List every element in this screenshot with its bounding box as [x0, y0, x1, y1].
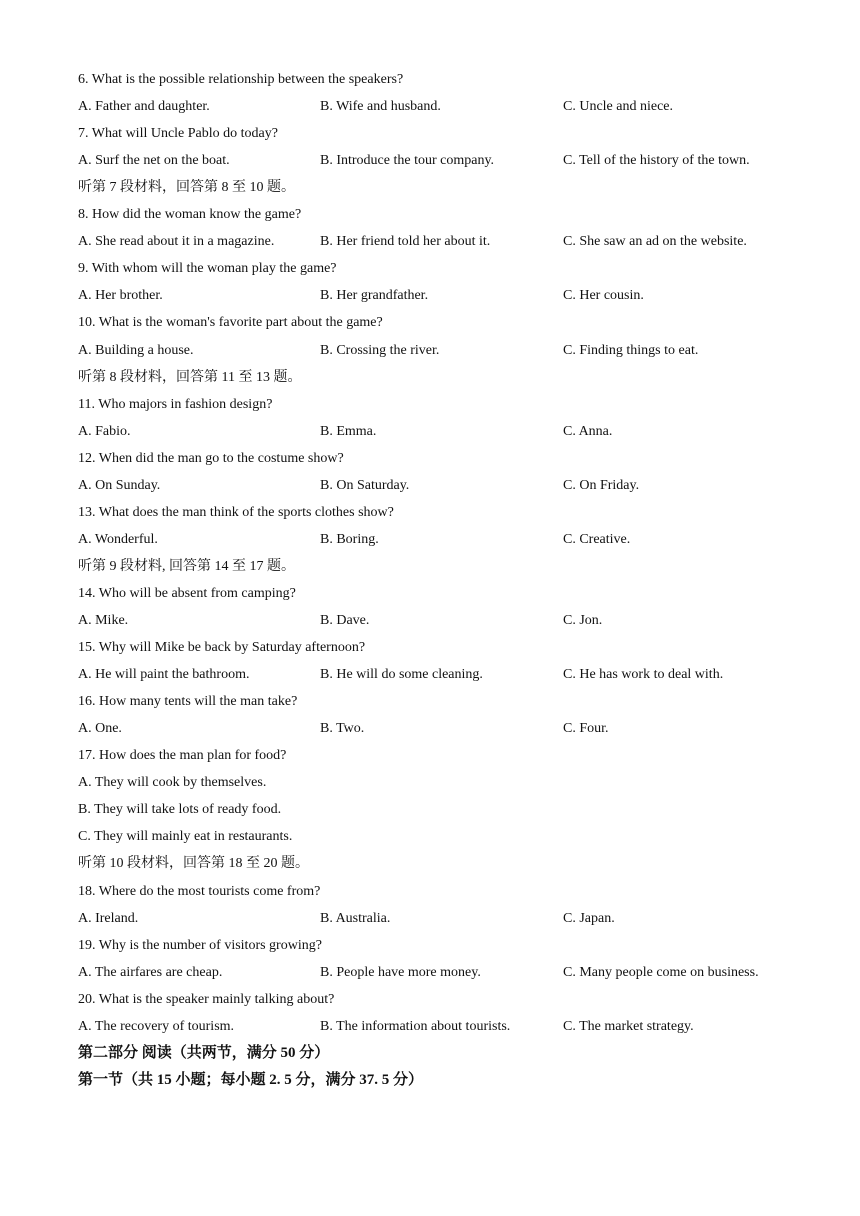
- answer-option-c: C. Creative.: [563, 531, 631, 547]
- question-text: 16. How many tents will the man take?: [78, 694, 298, 710]
- answer-option-c: C. Uncle and niece.: [563, 99, 674, 115]
- question-text: B. They will take lots of ready food.: [78, 802, 282, 818]
- listening-instruction: 听第 9 段材料, 回答第 14 至 17 题。: [78, 558, 295, 574]
- question-text: 18. Where do the most tourists come from?: [78, 883, 321, 899]
- listening-instruction: 听第 8 段材料，回答第 11 至 13 题。: [78, 369, 302, 385]
- answer-option-c: C. Tell of the history of the town.: [563, 153, 750, 169]
- answer-option-b: B. Dave.: [320, 613, 370, 628]
- answer-option-a: A. Fabio.: [78, 423, 131, 439]
- question-text: A. They will cook by themselves.: [78, 775, 267, 791]
- answer-option-c: C. Finding things to eat.: [563, 342, 699, 358]
- answer-option-c: C. Jon.: [563, 613, 603, 628]
- question-text: 17. How does the man plan for food?: [78, 748, 287, 764]
- answer-option-a: A. She read about it in a magazine.: [78, 234, 275, 250]
- question-text: 12. When did the man go to the costume show?: [78, 450, 344, 466]
- answer-option-b: B. Crossing the river.: [320, 342, 440, 358]
- answer-option-a: A. Building a house.: [78, 342, 194, 358]
- answer-option-a: A. The airfares are cheap.: [78, 964, 223, 980]
- answer-option-a: A. Her brother.: [78, 288, 163, 304]
- section-heading: 第一节（共 15 小题；每小题 2. 5 分，满分 37. 5 分）: [78, 1071, 424, 1088]
- answer-option-b: B. Emma.: [320, 423, 377, 439]
- answer-option-b: B. Two.: [320, 721, 365, 737]
- answer-option-c: C. On Friday.: [563, 477, 640, 493]
- question-text: 8. How did the woman know the game?: [78, 207, 302, 223]
- answer-option-b: B. People have more money.: [320, 964, 481, 980]
- answer-option-c: C. Anna.: [563, 423, 613, 439]
- question-text: 7. What will Uncle Pablo do today?: [78, 126, 278, 142]
- answer-option-a: A. The recovery of tourism.: [78, 1018, 235, 1034]
- answer-option-b: B. Wife and husband.: [320, 99, 441, 115]
- answer-option-c: C. He has work to deal with.: [563, 667, 724, 683]
- question-text: 20. What is the speaker mainly talking about?: [78, 991, 335, 1007]
- answer-option-b: B. On Saturday.: [320, 477, 410, 493]
- answer-option-c: C. Japan.: [563, 910, 615, 926]
- answer-option-b: B. Her grandfather.: [320, 288, 429, 304]
- answer-option-a: A. Mike.: [78, 613, 129, 628]
- answer-option-b: B. Introduce the tour company.: [320, 153, 495, 169]
- listening-instruction: 听第 10 段材料，回答第 18 至 20 题。: [78, 856, 309, 872]
- question-text: 14. Who will be absent from camping?: [78, 585, 296, 601]
- answer-option-b: B. He will do some cleaning.: [320, 667, 483, 683]
- answer-option-c: C. The market strategy.: [563, 1018, 694, 1034]
- question-text: 11. Who majors in fashion design?: [78, 396, 273, 412]
- question-text: 19. Why is the number of visitors growing?: [78, 937, 322, 953]
- answer-option-a: A. Surf the net on the boat.: [78, 153, 230, 169]
- section-heading: 第二部分 阅读（共两节，满分 50 分）: [78, 1044, 330, 1061]
- answer-option-b: B. Her friend told her about it.: [320, 234, 491, 250]
- question-text: 10. What is the woman's favorite part about the game?: [78, 315, 383, 331]
- answer-option-a: A. On Sunday.: [78, 477, 161, 493]
- answer-option-a: A. He will paint the bathroom.: [78, 667, 250, 683]
- question-text: C. They will mainly eat in restaurants.: [78, 829, 293, 845]
- answer-option-c: C. She saw an ad on the website.: [563, 234, 747, 250]
- answer-option-c: C. Four.: [563, 721, 609, 737]
- listening-instruction: 听第 7 段材料，回答第 8 至 10 题。: [78, 180, 295, 196]
- answer-option-a: A. Wonderful.: [78, 531, 158, 547]
- answer-option-a: A. One.: [78, 721, 122, 737]
- answer-option-b: B. Boring.: [320, 531, 379, 547]
- answer-option-c: C. Many people come on business.: [563, 964, 759, 980]
- question-text: 9. With whom will the woman play the game?: [78, 261, 337, 277]
- question-text: 15. Why will Mike be back by Saturday afternoon?: [78, 640, 366, 656]
- answer-option-a: A. Father and daughter.: [78, 99, 210, 115]
- question-text: 6. What is the possible relationship between the speakers?: [78, 72, 404, 87]
- answer-option-c: C. Her cousin.: [563, 288, 644, 304]
- question-text: 13. What does the man think of the sports clothes show?: [78, 504, 394, 520]
- answer-option-a: A. Ireland.: [78, 910, 139, 926]
- answer-option-b: B. The information about tourists.: [320, 1018, 511, 1034]
- answer-option-b: B. Australia.: [320, 910, 391, 926]
